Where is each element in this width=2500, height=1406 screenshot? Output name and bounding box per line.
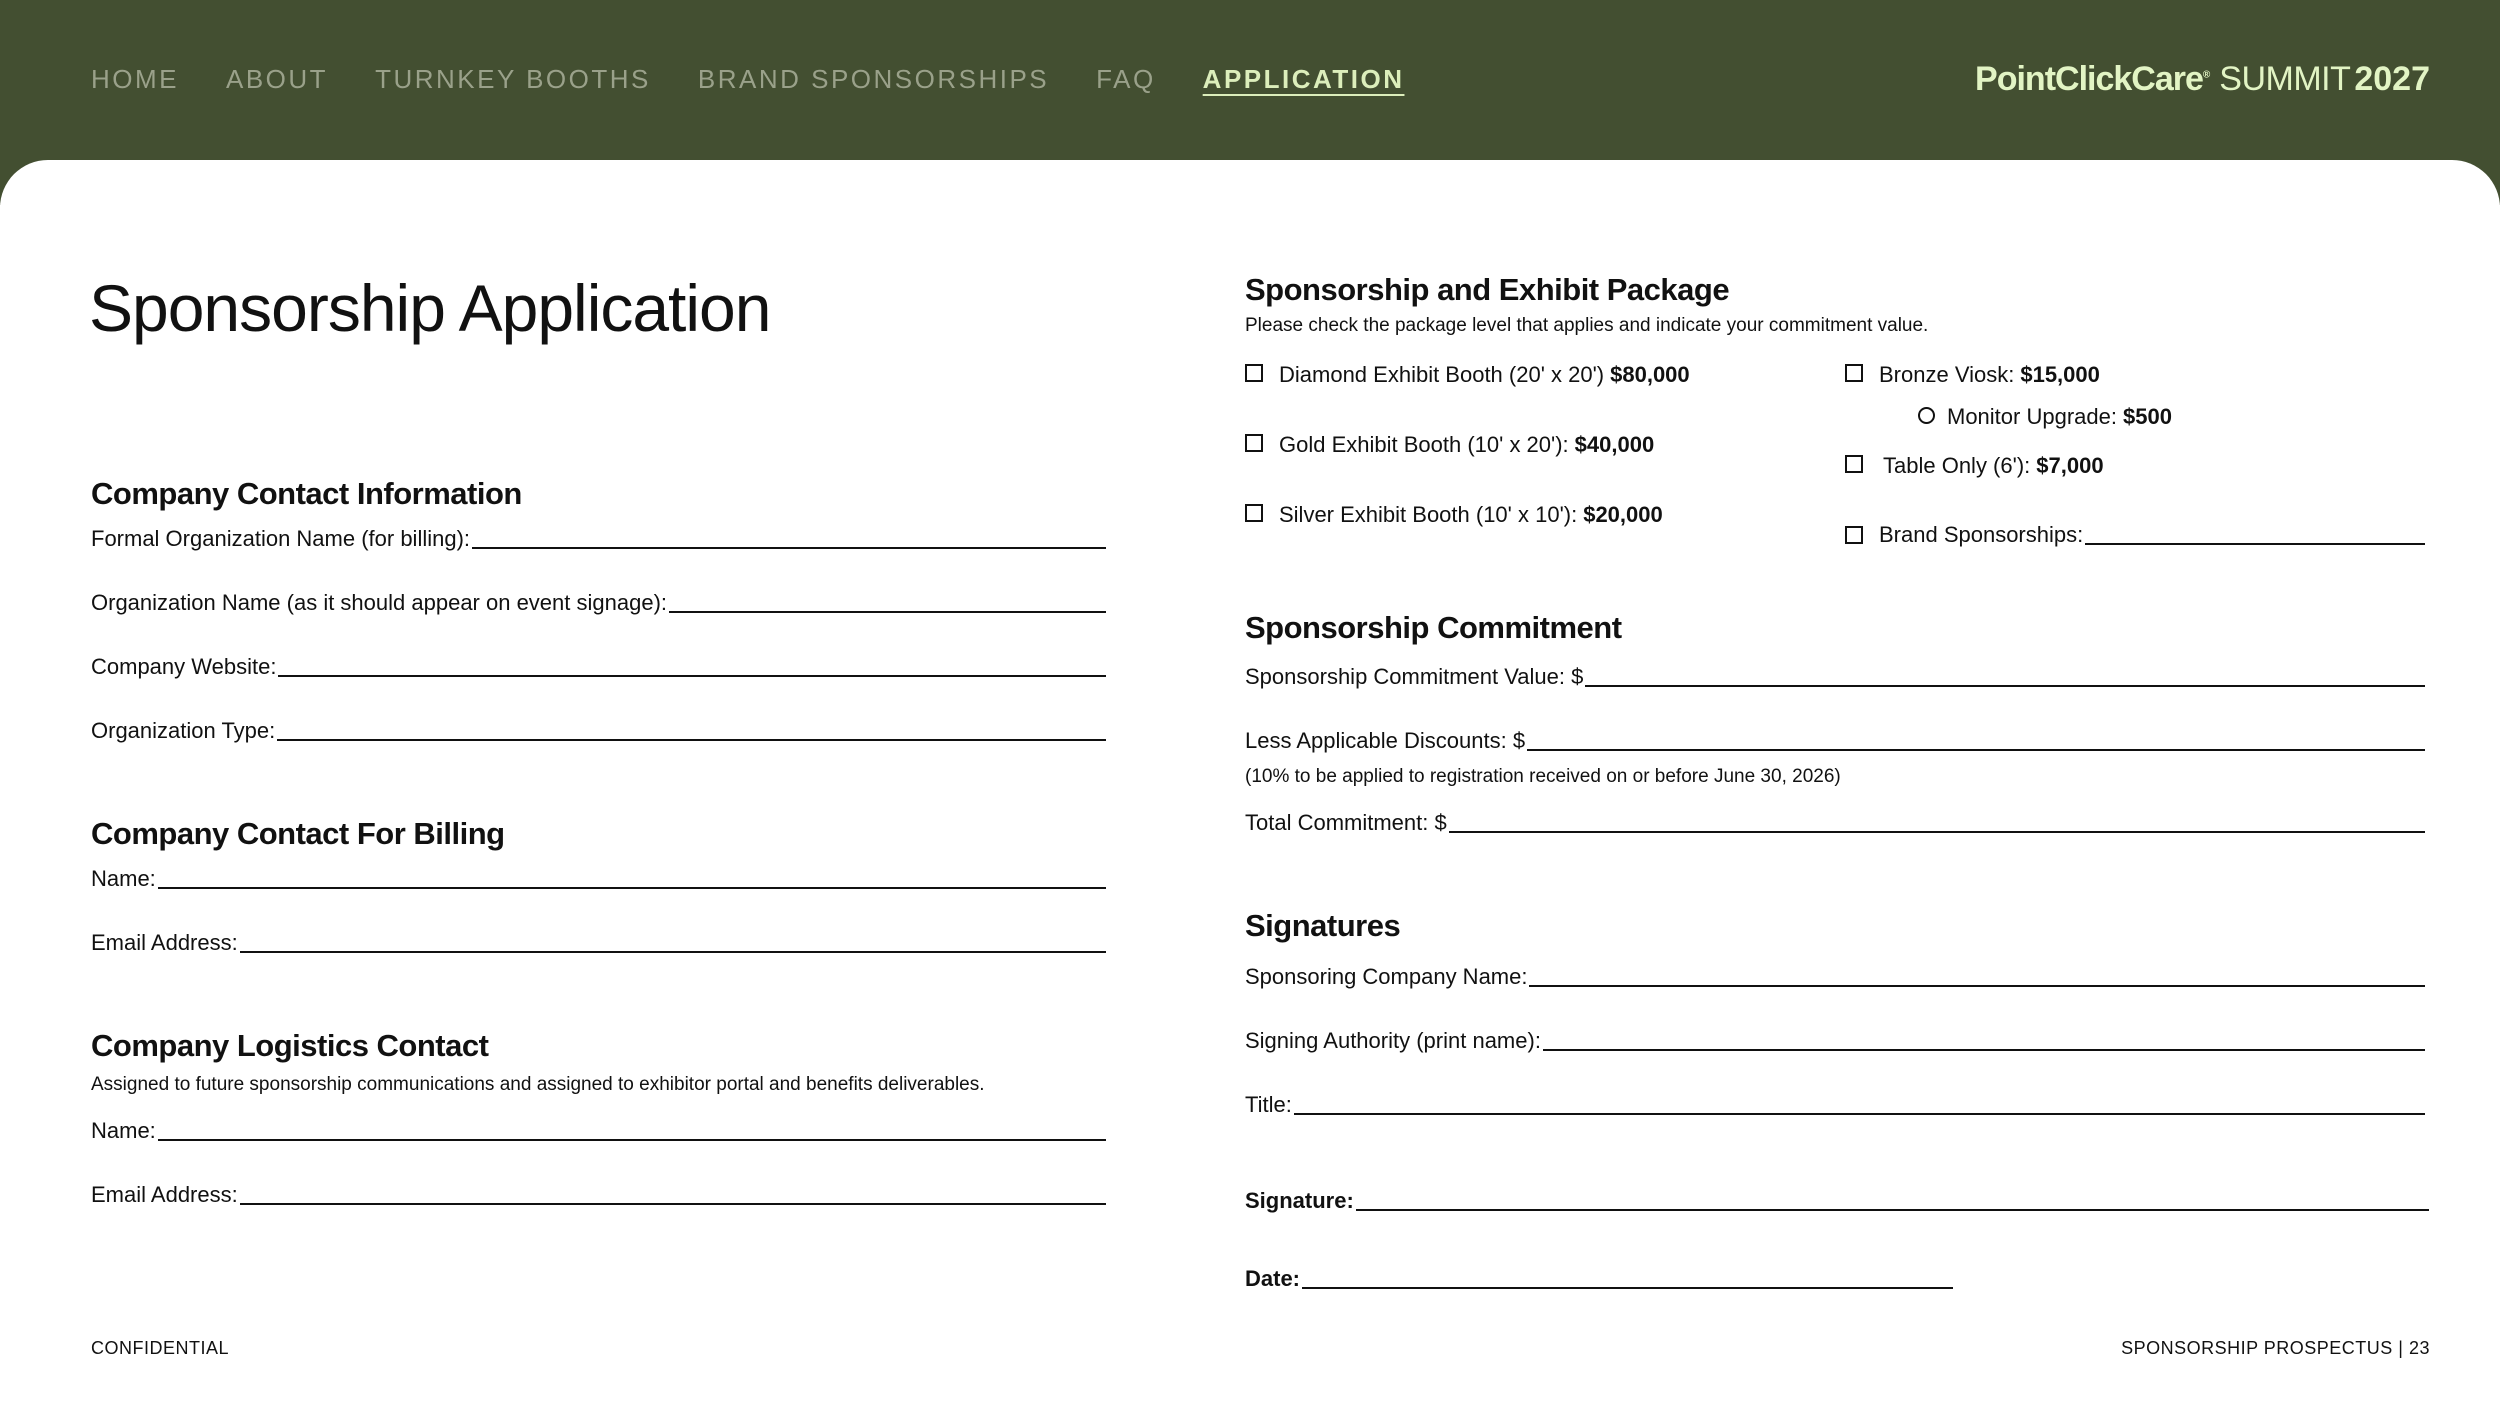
billing-email-field[interactable]: [91, 930, 1106, 956]
nav-faq[interactable]: FAQ: [1096, 64, 1156, 94]
gold-checkbox[interactable]: [1245, 434, 1263, 452]
brand-year: 2027: [2354, 60, 2430, 98]
nav-turnkey-booths[interactable]: TURNKEY BOOTHS: [375, 64, 651, 94]
gold-option[interactable]: [1245, 432, 1654, 458]
billing-email-line[interactable]: [240, 951, 1106, 953]
org-type-line[interactable]: [277, 739, 1106, 741]
commitment-value-label: Sponsorship Commitment Value: $: [1245, 664, 1584, 689]
logistics-name-field[interactable]: [91, 1118, 1106, 1144]
monitor-price: $500: [2122, 404, 2172, 429]
discounts-field[interactable]: [1245, 728, 2425, 754]
commitment-value-field[interactable]: [1245, 664, 2425, 690]
bronze-price: $15,000: [2020, 362, 2100, 387]
silver-price: $20,000: [1583, 502, 1663, 527]
monitor-radio[interactable]: [1918, 407, 1935, 424]
logistics-email-field[interactable]: [91, 1182, 1106, 1208]
bronze-label: Bronze Viosk:: [1879, 362, 2015, 387]
total-commitment-label: Total Commitment: $: [1245, 810, 1447, 835]
logistics-name-label: Name:: [91, 1118, 156, 1143]
signage-name-label: Organization Name (as it should appear on event signage):: [91, 590, 668, 615]
date-label: Date:: [1245, 1266, 1301, 1291]
page-title: Sponsorship Application: [89, 271, 771, 345]
signing-authority-line[interactable]: [1543, 1049, 2425, 1051]
silver-label: Silver Exhibit Booth (10' x 10'):: [1279, 502, 1578, 527]
website-field[interactable]: [91, 654, 1106, 680]
nav-application[interactable]: APPLICATION: [1202, 64, 1405, 94]
top-nav: [91, 64, 1451, 95]
website-label: Company Website:: [91, 654, 277, 679]
gold-price: $40,000: [1574, 432, 1655, 457]
silver-checkbox[interactable]: [1245, 504, 1263, 522]
billing-email-label: Email Address:: [91, 930, 238, 955]
monitor-label: Monitor Upgrade:: [1947, 404, 2117, 429]
diamond-checkbox[interactable]: [1245, 364, 1263, 382]
nav-brand-sponsorships[interactable]: BRAND SPONSORSHIPS: [697, 64, 1050, 94]
brand-name: PointClickCare®: [1975, 60, 2210, 98]
billing-heading: Company Contact For Billing: [91, 816, 505, 851]
diamond-option[interactable]: [1245, 362, 1690, 388]
logistics-heading: Company Logistics Contact: [91, 1028, 489, 1063]
signature-field[interactable]: [1245, 1188, 2429, 1214]
table-label: Table Only (6'):: [1883, 453, 2031, 478]
package-note: Please check the package level that applies and indicate your commitment value.: [1245, 315, 1929, 336]
discounts-line[interactable]: [1527, 749, 2425, 751]
brand-sponsorships-field[interactable]: [1845, 522, 2425, 548]
nav-about[interactable]: ABOUT: [226, 64, 329, 94]
contact-heading: Company Contact Information: [91, 476, 522, 511]
logistics-email-line[interactable]: [240, 1203, 1106, 1205]
footer-confidential: CONFIDENTIAL: [91, 1338, 230, 1358]
title-line[interactable]: [1294, 1113, 2425, 1115]
brand-sponsorships-checkbox[interactable]: [1845, 526, 1863, 544]
billing-name-line[interactable]: [158, 887, 1106, 889]
bronze-checkbox[interactable]: [1845, 364, 1863, 382]
logistics-note: Assigned to future sponsorship communications and assigned to exhibitor portal and benefits deliverables.: [91, 1074, 985, 1095]
org-type-label: Organization Type:: [91, 718, 276, 743]
logistics-name-line[interactable]: [158, 1139, 1106, 1141]
signing-authority-label: Signing Authority (print name):: [1245, 1028, 1541, 1053]
org-type-field[interactable]: [91, 718, 1106, 744]
table-price: $7,000: [2036, 453, 2104, 478]
company-name-label: Sponsoring Company Name:: [1245, 964, 1528, 989]
nav-home[interactable]: HOME: [91, 64, 179, 94]
billing-name-field[interactable]: [91, 866, 1106, 892]
brand-sponsorships-label: Brand Sponsorships:: [1879, 522, 2084, 547]
total-commitment-field[interactable]: [1245, 810, 2425, 836]
org-name-field[interactable]: [91, 526, 1106, 552]
discount-note: (10% to be applied to registration received on or before June 30, 2026): [1245, 766, 1841, 787]
logistics-email-label: Email Address:: [91, 1182, 238, 1207]
billing-name-label: Name:: [91, 866, 156, 891]
diamond-price: $80,000: [1610, 362, 1690, 387]
commitment-heading: Sponsorship Commitment: [1245, 610, 1622, 645]
table-option[interactable]: [1845, 453, 2104, 479]
signing-authority-field[interactable]: [1245, 1028, 2425, 1054]
silver-option[interactable]: [1245, 502, 1663, 528]
signature-label: Signature:: [1245, 1188, 1354, 1213]
signage-name-line[interactable]: [669, 611, 1106, 613]
website-line[interactable]: [278, 675, 1106, 677]
org-name-label: Formal Organization Name (for billing):: [91, 526, 471, 551]
total-commitment-line[interactable]: [1449, 831, 2425, 833]
signage-name-field[interactable]: [91, 590, 1106, 616]
brand-event: SUMMIT: [2219, 60, 2351, 98]
date-line[interactable]: [1302, 1287, 1953, 1289]
gold-label: Gold Exhibit Booth (10' x 20'):: [1279, 432, 1569, 457]
title-field[interactable]: [1245, 1092, 2425, 1118]
bronze-option[interactable]: [1845, 362, 2100, 388]
company-name-line[interactable]: [1529, 985, 2425, 987]
monitor-option[interactable]: [1918, 404, 2172, 430]
discounts-label: Less Applicable Discounts: $: [1245, 728, 1526, 753]
signatures-heading: Signatures: [1245, 908, 1401, 943]
diamond-label: Diamond Exhibit Booth (20' x 20'): [1279, 362, 1605, 387]
footer-page-label: SPONSORSHIP PROSPECTUS | 23: [2121, 1338, 2430, 1358]
company-name-field[interactable]: [1245, 964, 2425, 990]
signature-line[interactable]: [1356, 1209, 2429, 1211]
title-label: Title:: [1245, 1092, 1292, 1117]
date-field[interactable]: [1245, 1266, 1953, 1292]
brand-sponsorships-line[interactable]: [2085, 543, 2425, 545]
table-checkbox[interactable]: [1845, 455, 1863, 473]
commitment-value-line[interactable]: [1585, 685, 2425, 687]
brand-logo: [1975, 60, 2430, 99]
package-heading: Sponsorship and Exhibit Package: [1245, 272, 1730, 307]
org-name-line[interactable]: [472, 547, 1106, 549]
